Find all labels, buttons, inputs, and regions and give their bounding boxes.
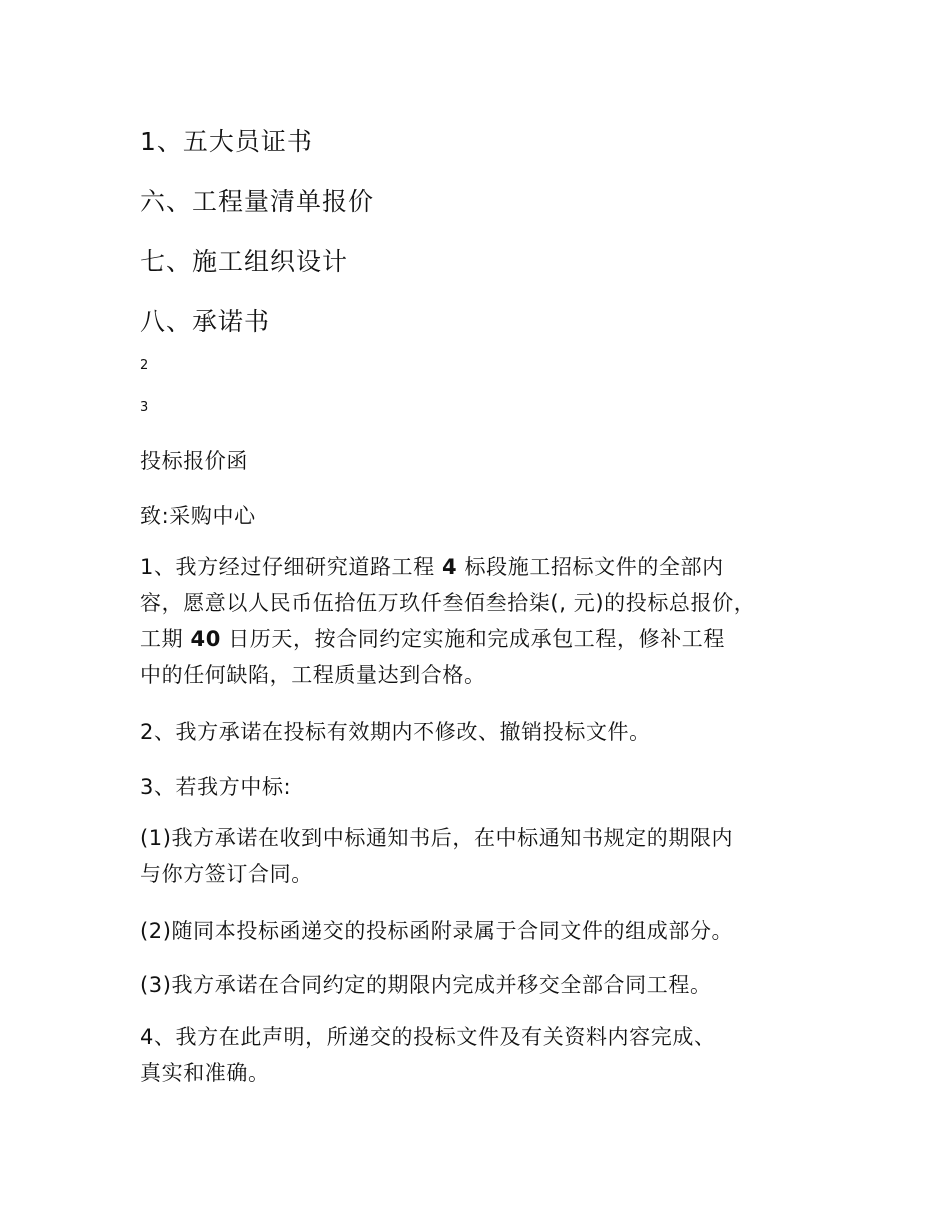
clause-1-line-3: 工期 40 日历天，按合同约定实施和完成承包工程，修补工程 bbox=[140, 627, 725, 651]
page-number: 2 bbox=[140, 358, 149, 373]
clause-1-line-2: 容，愿意以人民币伍拾伍万玖仟叁佰叁拾柒(, 元)的投标总报价， bbox=[140, 591, 756, 615]
sub-clause-3: (3)我方承诺在合同约定的期限内完成并移交全部合同工程。 bbox=[140, 973, 712, 997]
sub-clause-1-line-1: (1)我方承诺在收到中标通知书后，在中标通知书规定的期限内 bbox=[140, 826, 734, 850]
section-number: 4 bbox=[442, 555, 458, 579]
toc-item-6: 六、工程量清单报价 bbox=[140, 187, 375, 216]
sub-clause-1-line-2: 与你方签订合同。 bbox=[140, 862, 313, 886]
clause-4-line-2: 真实和准确。 bbox=[140, 1061, 270, 1085]
toc-item-1: 1、五大员证书 bbox=[140, 127, 313, 156]
clause-1-line-1: 1、我方经过仔细研究道路工程 4 标段施工招标文件的全部内 bbox=[140, 555, 724, 579]
clause-1-line-4: 中的任何缺陷，工程质量达到合格。 bbox=[140, 663, 486, 687]
duration-days: 40 bbox=[190, 627, 221, 651]
toc-item-7: 七、施工组织设计 bbox=[140, 247, 349, 276]
clause-4 bbox=[140, 1019, 840, 1091]
sub-clause-1 bbox=[140, 820, 840, 892]
toc-item-8: 八、承诺书 bbox=[140, 307, 271, 336]
clause-1 bbox=[140, 549, 840, 693]
clause-4-line-1: 4、我方在此声明，所递交的投标文件及有关资料内容完成、 bbox=[140, 1025, 716, 1049]
letter-addressee: 致:采购中心 bbox=[140, 504, 256, 528]
clause-3: 3、若我方中标: bbox=[140, 775, 292, 799]
page-number: 3 bbox=[140, 400, 149, 415]
clause-2: 2、我方承诺在投标有效期内不修改、撤销投标文件。 bbox=[140, 720, 651, 744]
sub-clause-2: (2)随同本投标函递交的投标函附录属于合同文件的组成部分。 bbox=[140, 919, 734, 943]
letter-title: 投标报价函 bbox=[140, 449, 248, 473]
